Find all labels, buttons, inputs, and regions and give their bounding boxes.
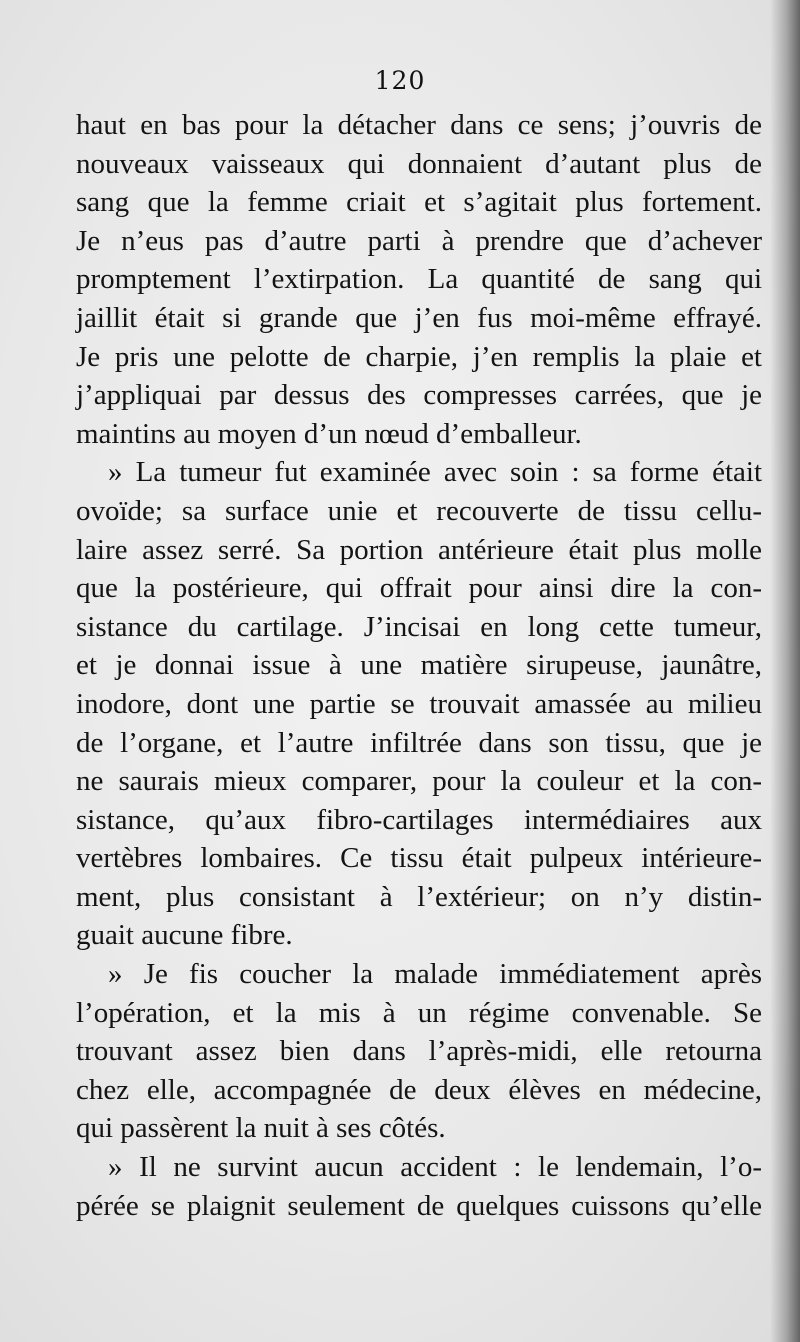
text-line: sistance, qu’aux fibro-cartilages intermédiaires aux — [76, 803, 762, 836]
text-line: l’opération, et la mis à un régime convenable. Se — [76, 996, 762, 1029]
text-line: ovoïde; sa surface unie et recouverte de tissu cellu- — [76, 494, 762, 527]
text-line: ment, plus consistant à l’extérieur; on n’y distin- — [76, 880, 762, 913]
text-line: nouveaux vaisseaux qui donnaient d’autant plus de — [76, 147, 762, 180]
text-line: promptement l’extirpation. La quantité de sang qui — [76, 263, 762, 296]
text-line: sang que la femme criait et s’agitait plus fortement. — [76, 186, 762, 219]
text-line: sistance du cartilage. J’incisai en long cette tumeur, — [76, 610, 762, 643]
text-line: » La tumeur fut examinée avec soin : sa forme était — [108, 456, 762, 489]
text-line: » Il ne survint aucun accident : le lendemain, l’o- — [108, 1151, 762, 1184]
body-text — [76, 106, 762, 1225]
text-line: » Je fis coucher la malade immédiatement après — [108, 958, 762, 991]
page-number: 120 — [374, 66, 426, 95]
text-line: et je donnai issue à une matière sirupeuse, jaunâtre, — [76, 649, 762, 682]
text-line: j’appliquai par dessus des compresses carrées, que je — [76, 379, 762, 412]
text-line: de l’organe, et l’autre infiltrée dans son tissu, que je — [76, 726, 762, 759]
spine-shadow — [770, 0, 800, 1342]
text-line: haut en bas pour la détacher dans ce sens; j’ouvris de — [76, 109, 762, 141]
text-line: qui passèrent la nuit à ses côtés. — [76, 1112, 446, 1145]
text-line: ne saurais mieux comparer, pour la couleur et la con- — [76, 765, 762, 798]
text-line: trouvant assez bien dans l’après-midi, elle retourna — [76, 1035, 762, 1068]
text-line: Je pris une pelotte de charpie, j’en remplis la plaie et — [76, 340, 762, 373]
text-line: pérée se plaignit seulement de quelques cuissons qu’elle — [76, 1189, 762, 1222]
text-line: chez elle, accompagnée de deux élèves en médecine, — [76, 1073, 762, 1106]
text-line: Je n’eus pas d’autre parti à prendre que d’achever — [76, 224, 762, 257]
text-line: guait aucune fibre. — [76, 919, 293, 952]
text-line: inodore, dont une partie se trouvait amassée au milieu — [76, 687, 762, 720]
text-line: que la postérieure, qui offrait pour ainsi dire la con- — [76, 572, 762, 605]
text-line: jaillit était si grande que j’en fus moi-même effrayé. — [76, 301, 762, 334]
text-line: laire assez serré. Sa portion antérieure était plus molle — [76, 533, 762, 566]
text-line: vertèbres lombaires. Ce tissu était pulpeux intérieure- — [76, 842, 762, 875]
text-line: maintins au moyen d’un nœud d’emballeur. — [76, 417, 582, 450]
